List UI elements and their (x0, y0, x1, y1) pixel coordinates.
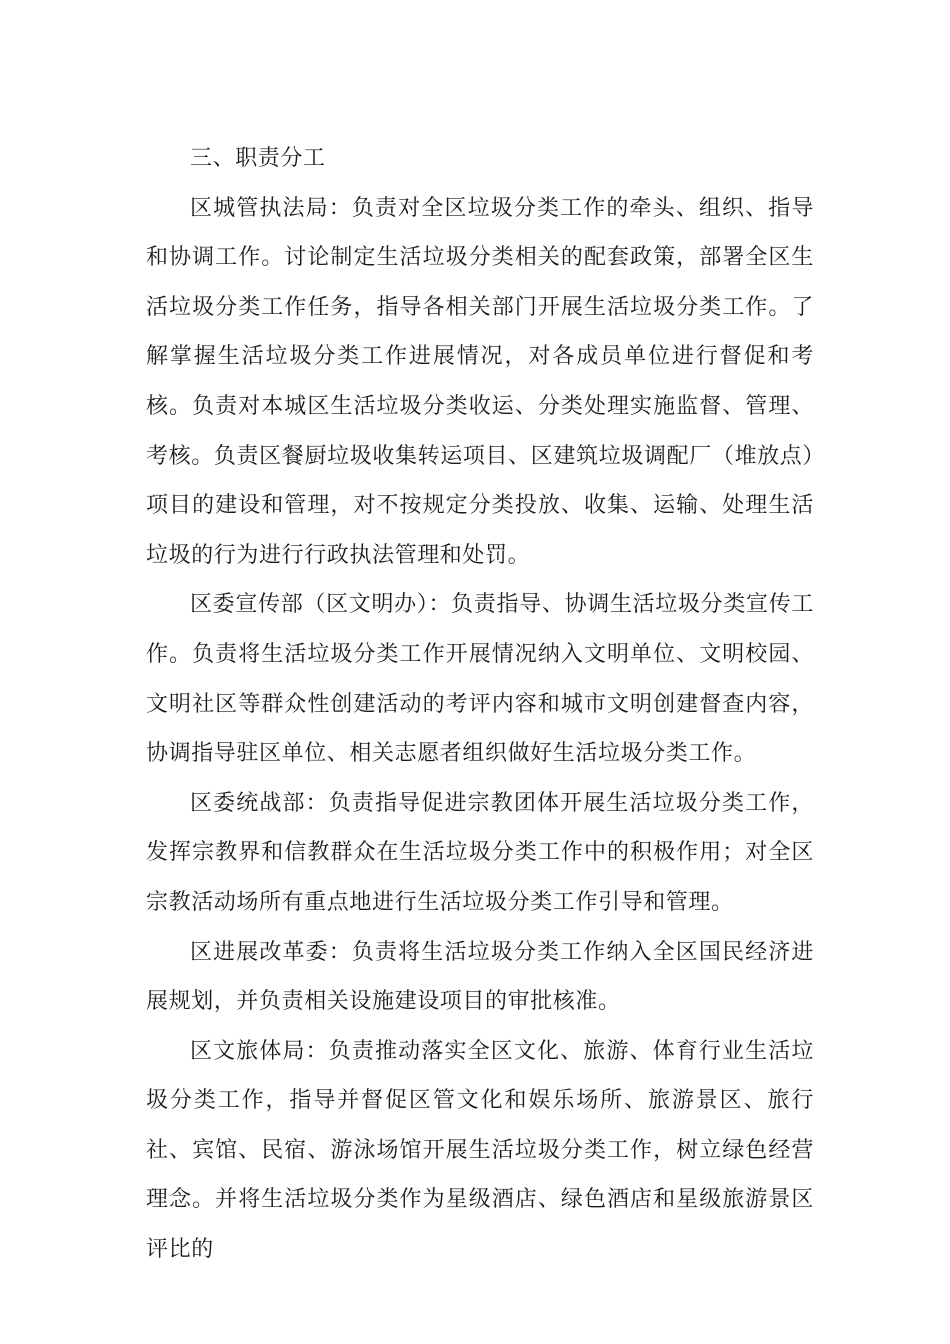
section-heading: 三、职责分工 (190, 146, 326, 171)
paragraph-united-front: 区委统战部：负责指导促进宗教团体开展生活垃圾分类工作，发挥宗教界和信教群众在生活垃圾分类工作中的积极作用；对全区宗教活动场所有重点地进行生活垃圾分类工作引导和管理。 (146, 790, 814, 915)
paragraph-urban-management: 区城管执法局：负责对全区垃圾分类工作的牵头、组织、指导和协调工作。讨论制定生活垃圾分类相关的配套政策，部署全区生活垃圾分类工作任务，指导各相关部门开展生活垃圾分类工作。了解掌握生活垃圾分类工作进展情况，对各成员单位进行督促和考核。负责对本城区生活垃圾分类收运、分类处理实施监督、管理、考核。负责区餐厨垃圾收集转运项目、区建筑垃圾调配厂（堆放点）项目的建设和管理，对不按规定分类投放、收集、运输、处理生活垃圾的行为进行行政执法管理和处罚。 (146, 195, 814, 568)
paragraph-publicity-department: 区委宣传部（区文明办）：负责指导、协调生活垃圾分类宣传工作。负责将生活垃圾分类工作开展情况纳入文明单位、文明校园、文明社区等群众性创建活动的考评内容和城市文明创建督查内容，协调指导驻区单位、相关志愿者组织做好生活垃圾分类工作。 (146, 592, 814, 767)
paragraph-culture-tourism-sports: 区文旅体局：负责推动落实全区文化、旅游、体育行业生活垃圾分类工作，指导并督促区管文化和娱乐场所、旅游景区、旅行社、宾馆、民宿、游泳场馆开展生活垃圾分类工作，树立绿色经营理念。并将生活垃圾分类作为星级酒店、绿色酒店和星级旅游景区评比的 (146, 1038, 814, 1263)
document-body (146, 134, 814, 1275)
paragraph-development-reform: 区进展改革委：负责将生活垃圾分类工作纳入全区国民经济进展规划，并负责相关设施建设项目的审批核准。 (146, 939, 814, 1015)
